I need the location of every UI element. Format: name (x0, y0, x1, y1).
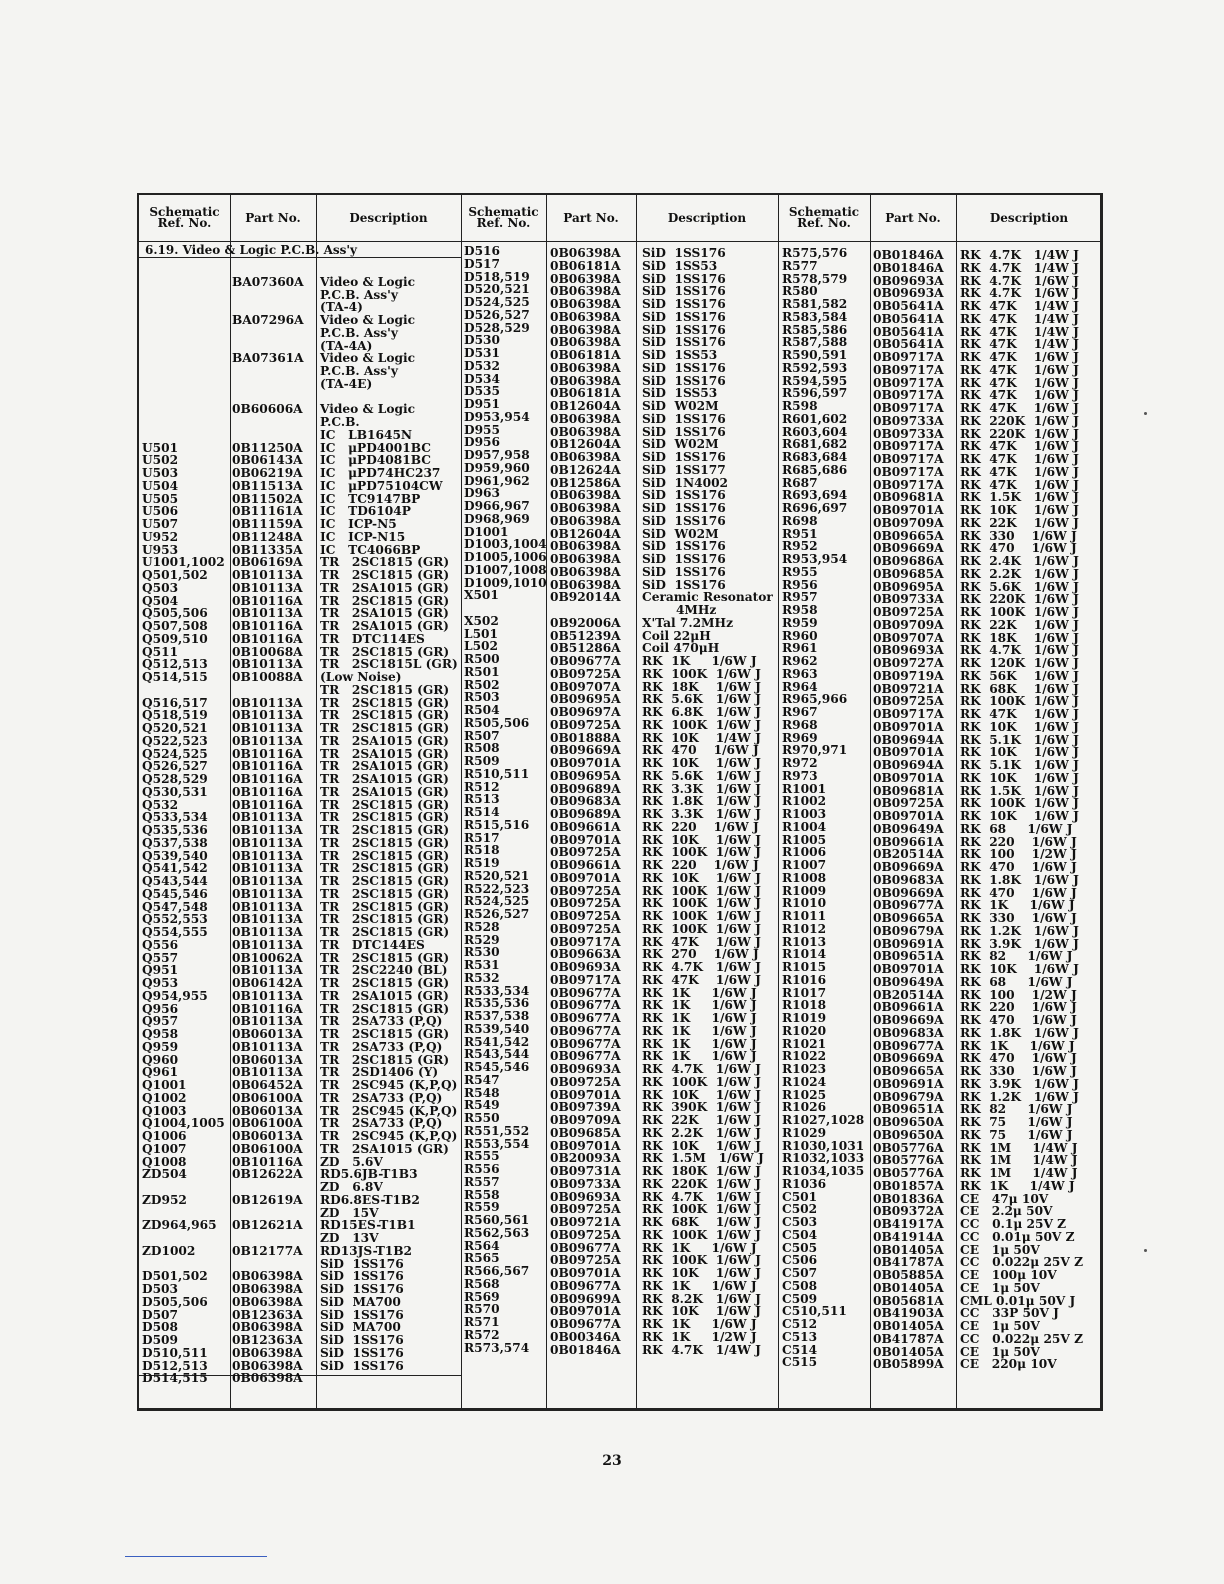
col1-desc: Video & Logic P.C.B. Ass'y (TA-4) Video & Logic P.C.B. Ass'y (TA-4A) Video & Logic P.C.B. Ass'y (TA-4E) Video & Logic P.C.B. IC LB1645N IC μPD4001BC IC μPD4081BC IC μPD74HC237 IC μPD75104CW IC TC9147BP IC TD6104P IC ICP-N5 IC ICP-N15 IC TC4066BP TR 2SC1815 (GR) TR 2SC1815 (GR) TR 2SA1015 (GR) TR 2SC1815 (GR) TR 2SA1015 (GR) TR 2SA1015 (GR) TR DTC114ES TR 2SC1815 (GR) TR 2SC1815L (GR) (Low Noise) TR 2SC1815 (GR) TR 2SC1815 (GR) TR 2SC1815 (GR) TR 2SC1815 (GR) TR 2SA1015 (GR) TR 2SA1015 (GR) TR 2SA1015 (GR) TR 2SA1015 (GR) TR 2SA1015 (GR) TR 2SC1815 (GR) TR 2SC1815 (GR) TR 2SC1815 (GR) TR 2SC1815 (GR) TR 2SC1815 (GR) TR 2SC1815 (GR) TR 2SC1815 (GR) TR 2SC1815 (GR) TR 2SC1815 (GR) TR 2SC1815 (GR) TR 2SC1815 (GR) TR DTC144ES TR 2SC1815 (GR) TR 2SC2240 (BL) TR 2SC1815 (GR) TR 2SA1015 (GR) TR 2SC1815 (GR) TR 2SA733 (P,Q) TR 2SC1815 (GR) TR 2SA733 (P,Q) TR 2SC1815 (GR) TR 2SD1406 (Y) TR 2SC945 (K,P,Q) TR 2SA733 (P,Q) TR 2SC945 (K,P,Q) TR 2SA733 (P,Q) TR 2SC945 (K,P,Q) TR 2SA1015 (GR) ZD 5.6V RD5.6JB-T1B3 ZD 6.8V RD6.8ES-T1B2 ZD 15V RD15ES-T1B1 ZD 13V RD13JS-T1B2 SiD 1SS176 SiD 1SS176 SiD 1SS176 SiD MA700 SiD 1SS176 SiD MA700 SiD 1SS176 SiD 1SS176 SiD 1SS176 (320, 274, 458, 1373)
col2-part: 0B06398A 0B06181A 0B06398A 0B06398A 0B06398A 0B06398A 0B06398A 0B06398A 0B06181A 0B06398A 0B06398A 0B06181A 0B12604A 0B06398A 0B06398A 0B12604A 0B06398A 0B12624A 0B12586A 0B06398A 0B06398A 0B06398A 0B12604A 0B06398A 0B06398A 0B06398A 0B06398A 0B92014A 0B92006A 0B51239A 0B51286A 0B09677A 0B09725A 0B09707A 0B09695A 0B09697A 0B09725A 0B01888A 0B09669A 0B09701A 0B09695A 0B09689A 0B09683A 0B09689A 0B09661A 0B09701A 0B09725A 0B09661A 0B09701A 0B09725A 0B09725A 0B09725A 0B09725A 0B09717A 0B09663A 0B09693A 0B09717A 0B09677A 0B09677A 0B09677A 0B09677A 0B09677A 0B09677A 0B09693A 0B09725A 0B09701A 0B09739A 0B09709A 0B09685A 0B09701A 0B20093A 0B09731A 0B09733A 0B09693A 0B09725A 0B09721A 0B09725A 0B09677A 0B09725A 0B09701A 0B09677A 0B09699A 0B09701A 0B09677A 0B00346A 0B01846A (550, 246, 621, 1357)
column-divider (778, 195, 779, 1408)
column-divider (230, 195, 231, 1408)
header-part-3: Part No. (885, 210, 941, 225)
column-divider (461, 195, 462, 1408)
footer-rule (125, 1556, 267, 1557)
header-rule (139, 241, 1100, 242)
col3-part: 0B01846A 0B01846A 0B09693A 0B09693A 0B05641A 0B05641A 0B05641A 0B05641A 0B09717A 0B09717A 0B09717A 0B09717A 0B09717A 0B09733A 0B09733A 0B09717A 0B09717A 0B09717A 0B09717A 0B09681A 0B09701A 0B09709A 0B09665A 0B09669A 0B09686A 0B09685A 0B09695A 0B09733A 0B09725A 0B09709A 0B09707A 0B09693A 0B09727A 0B09719A 0B09721A 0B09725A 0B09717A 0B09701A 0B09694A 0B09701A 0B09694A 0B09701A 0B09681A 0B09725A 0B09701A 0B09649A 0B09661A 0B20514A 0B09669A 0B09683A 0B09669A 0B09677A 0B09665A 0B09679A 0B09691A 0B09651A 0B09701A 0B09649A 0B20514A 0B09661A 0B09669A 0B09683A 0B09677A 0B09669A 0B09665A 0B09691A 0B09679A 0B09651A 0B09650A 0B09650A 0B05776A 0B05776A 0B05776A 0B01857A 0B01836A 0B09372A 0B41917A 0B41914A 0B01405A 0B41787A 0B05885A 0B01405A 0B05681A 0B41903A 0B01405A 0B41787A 0B01405A 0B05899A (873, 248, 944, 1372)
col1-ref: U501 U502 U503 U504 U505 U506 U507 U952 U953 U1001,1002 Q501,502 Q503 Q504 Q505,506 Q507,508 Q509,510 Q511 Q512,513 Q514,515 Q516,517 Q518,519 Q520,521 Q522,523 Q524,525 Q526,527 Q528,529 Q530,531 Q532 Q533,534 Q535,536 Q537,538 Q539,540 Q541,542 Q543,544 Q545,546 Q547,548 Q552,553 Q554,555 Q556 Q557 Q951 Q953 Q954,955 Q956 Q957 Q958 Q959 Q960 Q961 Q1001 Q1002 Q1003 Q1004,1005 Q1006 Q1007 Q1008 ZD504 ZD952 ZD964,965 ZD1002 D501,502 D503 D505,506 D507 D508 D509 D510,511 D512,513 D514,515 (142, 440, 225, 1386)
header-part-1: Part No. (245, 210, 301, 225)
col1-part: BA07360A BA07296A BA07361A 0B60606A 0B11250A 0B06143A 0B06219A 0B11513A 0B11502A 0B11161A 0B11159A 0B11248A 0B11335A 0B06169A 0B10113A 0B10113A 0B10116A 0B10113A 0B10116A 0B10116A 0B10068A 0B10113A 0B10088A 0B10113A 0B10113A 0B10113A 0B10113A 0B10116A 0B10116A 0B10116A 0B10116A 0B10116A 0B10113A 0B10113A 0B10113A 0B10113A 0B10113A 0B10113A 0B10113A 0B10113A 0B10113A 0B10113A 0B10113A 0B10062A 0B10113A 0B06142A 0B10113A 0B10116A 0B10113A 0B06013A 0B10113A 0B06013A 0B10113A 0B06452A 0B06100A 0B06013A 0B06100A 0B06013A 0B06100A 0B10116A 0B12622A 0B12619A 0B12621A 0B12177A 0B06398A 0B06398A 0B06398A 0B12363A 0B06398A 0B12363A 0B06398A 0B06398A 0B06398A (232, 274, 304, 1386)
col3-desc: RK 4.7K 1/4W J RK 4.7K 1/4W J RK 4.7K 1/6W J RK 4.7K 1/6W J RK 47K 1/4W J RK 47K 1/4W J RK 47K 1/4W J RK 47K 1/4W J RK 47K 1/6W J RK 47K 1/6W J RK 47K 1/6W J RK 47K 1/6W J RK 47K 1/6W J RK 220K 1/6W J RK 220K 1/6W J RK 47K 1/6W J RK 47K 1/6W J RK 47K 1/6W J RK 47K 1/6W J RK 1.5K 1/6W J RK 10K 1/6W J RK 22K 1/6W J RK 330 1/6W J RK 470 1/6W J RK 2.4K 1/6W J RK 2.2K 1/6W J RK 5.6K 1/6W J RK 220K 1/6W J RK 100K 1/6W J RK 22K 1/6W J RK 18K 1/6W J RK 4.7K 1/6W J RK 120K 1/6W J RK 56K 1/6W J RK 68K 1/6W J RK 100K 1/6W J RK 47K 1/6W J RK 10K 1/6W J RK 5.1K 1/6W J RK 10K 1/6W J RK 5.1K 1/6W J RK 10K 1/6W J RK 1.5K 1/6W J RK 100K 1/6W J RK 10K 1/6W J RK 68 1/6W J RK 220 1/6W J RK 100 1/2W J RK 470 1/6W J RK 1.8K 1/6W J RK 470 1/6W J RK 1K 1/6W J RK 330 1/6W J RK 1.2K 1/6W J RK 3.9K 1/6W J RK 82 1/6W J RK 10K 1/6W J RK 68 1/6W J RK 100 1/2W J RK 220 1/6W J RK 470 1/6W J RK 1.8K 1/6W J RK 1K 1/6W J RK 470 1/6W J RK 330 1/6W J RK 3.9K 1/6W J RK 1.2K 1/6W J RK 82 1/6W J RK 75 1/6W J RK 75 1/6W J RK 1M 1/4W J RK 1M 1/4W J RK 1M 1/4W J RK 1K 1/4W J CE 47μ 10V CE 2.2μ 50V CC 0.1μ 25V Z CC 0.01μ 50V Z CE 1μ 50V CC 0.022μ 25V Z CE 100μ 10V CE 1μ 50V CML 0.01μ 50V J CC 33P 50V J CE 1μ 50V CC 0.022μ 25V Z CE 1μ 50V CE 220μ 10V (960, 248, 1084, 1372)
section-rule (139, 257, 461, 258)
header-ref-1: Schematic Ref. No. (149, 205, 220, 230)
header-desc-3: Description (989, 210, 1069, 225)
header-ref-2: Schematic Ref. No. (468, 205, 539, 230)
parts-list-table (137, 193, 1103, 1411)
header-desc-2: Description (667, 210, 747, 225)
column-divider (316, 195, 317, 1408)
col2-ref: D516 D517 D518,519 D520,521 D524,525 D526,527 D528,529 D530 D531 D532 D534 D535 D951 D953,954 D955 D956 D957,958 D959,960 D961,962 D963 D966,967 D968,969 D1001 D1003,1004 D1005,1006 D1007,1008 D1009,1010 X501 X502 L501 L502 R500 R501 R502 R503 R504 R505,506 R507 R508 R509 R510,511 R512 R513 R514 R515,516 R517 R518 R519 R520,521 R522,523 R524,525 R526,527 R528 R529 R530 R531 R532 R533,534 R535,536 R537,538 R539,540 R541,542 R543,544 R545,546 R547 R548 R549 R550 R551,552 R553,554 R555 R556 R557 R558 R559 R560,561 R562,563 R564 R565 R566,567 R568 R569 R570 R571 R572 R573,574 (464, 244, 547, 1355)
col2-desc: SiD 1SS176 SiD 1SS53 SiD 1SS176 SiD 1SS176 SiD 1SS176 SiD 1SS176 SiD 1SS176 SiD 1SS176 SiD 1SS53 SiD 1SS176 SiD 1SS176 SiD 1SS53 SiD W02M SiD 1SS176 SiD 1SS176 SiD W02M SiD 1SS176 SiD 1SS177 SiD 1N4002 SiD 1SS176 SiD 1SS176 SiD 1SS176 SiD W02M SiD 1SS176 SiD 1SS176 SiD 1SS176 SiD 1SS176 Ceramic Resonator 4MHz X'Tal 7.2MHz Coil 22μH Coil 470μH RK 1K 1/6W J RK 100K 1/6W J RK 18K 1/6W J RK 5.6K 1/6W J RK 6.8K 1/6W J RK 100K 1/6W J RK 10K 1/4W J RK 470 1/6W J RK 10K 1/6W J RK 5.6K 1/6W J RK 3.3K 1/6W J RK 1.8K 1/6W J RK 3.3K 1/6W J RK 220 1/6W J RK 10K 1/6W J RK 100K 1/6W J RK 220 1/6W J RK 10K 1/6W J RK 100K 1/6W J RK 100K 1/6W J RK 100K 1/6W J RK 100K 1/6W J RK 47K 1/6W J RK 270 1/6W J RK 4.7K 1/6W J RK 47K 1/6W J RK 1K 1/6W J RK 1K 1/6W J RK 1K 1/6W J RK 1K 1/6W J RK 1K 1/6W J RK 1K 1/6W J RK 4.7K 1/6W J RK 100K 1/6W J RK 10K 1/6W J RK 390K 1/6W J RK 22K 1/6W J RK 2.2K 1/6W J RK 10K 1/6W J RK 1.5M 1/6W J RK 180K 1/6W J RK 220K 1/6W J RK 4.7K 1/6W J RK 100K 1/6W J RK 68K 1/6W J RK 100K 1/6W J RK 1K 1/6W J RK 100K 1/6W J RK 10K 1/6W J RK 1K 1/6W J RK 8.2K 1/6W J RK 10K 1/6W J RK 1K 1/6W J RK 1K 1/2W J RK 4.7K 1/4W J (642, 246, 773, 1357)
col3-ref: R575,576 R577 R578,579 R580 R581,582 R583,584 R585,586 R587,588 R590,591 R592,593 R594,595 R596,597 R598 R601,602 R603,604 R681,682 R683,684 R685,686 R687 R693,694 R696,697 R698 R951 R952 R953,954 R955 R956 R957 R958 R959 R960 R961 R962 R963 R964 R965,966 R967 R968 R969 R970,971 R972 R973 R1001 R1002 R1003 R1004 R1005 R1006 R1007 R1008 R1009 R1010 R1011 R1012 R1013 R1014 R1015 R1016 R1017 R1018 R1019 R1020 R1021 R1022 R1023 R1024 R1025 R1026 R1027,1028 R1029 R1030,1031 R1032,1033 R1034,1035 R1036 C501 C502 C503 C504 C505 C506 C507 C508 C509 C510,511 C512 C513 C514 C515 (782, 246, 865, 1370)
scan-speck (1144, 412, 1147, 415)
column-divider (956, 195, 957, 1408)
column-divider (636, 195, 637, 1408)
header-desc-1: Description (349, 210, 428, 225)
page-number: 23 (602, 1453, 622, 1469)
section-title: 6.19. Video & Logic P.C.B. Ass'y (145, 243, 358, 257)
header-part-2: Part No. (563, 210, 619, 225)
column-divider (870, 195, 871, 1408)
header-ref-3: Schematic Ref. No. (788, 205, 860, 230)
scan-speck (1144, 1249, 1147, 1252)
